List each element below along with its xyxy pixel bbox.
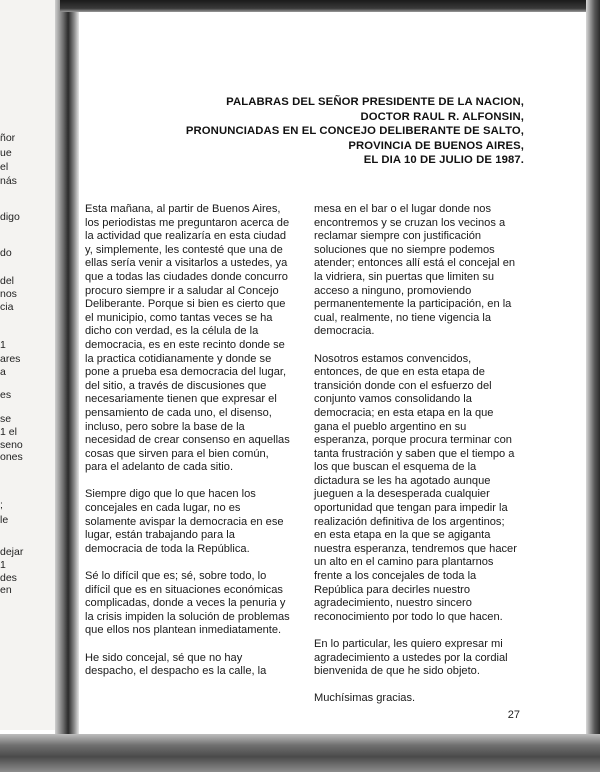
paragraph: Siempre digo que lo que hacen los concejales en cada lugar, no es solamente avispar la democracia en ese lugar, están trabajando para la democracia de toda la República. [85,488,284,555]
left-text-column [85,203,290,692]
document-page [79,12,586,734]
left-page-fragment: en [0,584,12,596]
left-page-fragment: ones [0,451,23,463]
paragraph: He sido concejal, sé que no hay despacho, el despacho es la calle, la [85,651,267,678]
left-page-fragment: digo [0,211,20,223]
speech-heading [104,95,524,168]
heading-line: PROVINCIA DE BUENOS AIRES, [348,139,524,152]
left-page-fragment: cia [0,301,14,313]
left-page-fragment: ares [0,353,21,365]
right-text-column [314,203,519,720]
paragraph: Muchísimas gracias. [314,692,416,705]
heading-line: PALABRAS DEL SEÑOR PRESIDENTE DE LA NACION, [226,96,524,108]
left-page-fragment: des [0,572,17,584]
left-page-fragment: se [0,413,12,425]
left-page-fragment: el [0,161,9,173]
paragraph: mesa en el bar o el lugar donde nos encontremos y se cruzan los vecinos a reclamar siempre con justificación soluciones que no siempre podemos atender; entonces allí está el concejal en la vidriera, sin puertas que limiten su acceso a ninguno, promoviendo permanentemente la participación, en la cual, realmente, no tiene vigencia la democracia. [314,203,516,338]
heading-line: DOCTOR RAUL R. ALFONSIN, [360,110,524,123]
left-page-fragment: ñor [0,132,16,144]
bottom-scan-edge [0,734,600,772]
left-page-fragment: 1 [0,559,6,571]
left-page-fragment: dejar [0,546,24,558]
left-page-fragment: ue [0,147,12,159]
left-page-fragment: do [0,247,12,259]
heading-line: EL DIA 10 DE JULIO DE 1987. [363,154,524,166]
left-page-fragment: ; [0,499,3,511]
page-number: 27 [507,709,520,721]
left-page-fragment: 1 [0,339,6,351]
left-page-fragment: nás [0,175,17,187]
left-page-fragment: le [0,514,9,526]
paragraph: Esta mañana, al partir de Buenos Aires, los periodistas me preguntaron acerca de la actividad que realizaría en esta ciudad y, simplemente, les contesté que una de ellas sería venir a visitarlos a ustedes, ya que a todas las ciudades donde concurro procuro siempre ir a saludar al Concejo Deliberante. Porque si bien es cierto que el municipio, como tantas veces se ha dicho con verdad, es la célula de la democracia, es en este recinto donde se la practica cotidianamente y donde se pone a prueba esa democracia del lugar, del sitio, a través de discusiones que necesariamente tienen que expresar el pensamiento de cada uno, el disenso, incluso, pero sobre la base de la necesidad de crear consenso en aquellas cosas que sirven para el bien común, para el adelanto de cada sitio. [85,203,290,474]
left-page-fragment: 1 el [0,426,17,438]
left-facing-page [0,0,58,730]
paragraph: Sé lo difícil que es; sé, sobre todo, lo difícil que es en situaciones económicas complicadas, donde a veces la penuria y la crisis impiden la solución de problemas que ellos nos plantean inmediatamente. [85,570,290,637]
left-page-fragment: nos [0,288,17,300]
left-page-fragment: a [0,366,6,378]
top-scan-edge [60,0,600,12]
heading-line: PRONUNCIADAS EN EL CONCEJO DELIBERANTE DE SALTO, [185,125,524,137]
left-page-fragment: seno [0,439,23,451]
left-page-fragment: del [0,275,15,287]
left-page-fragment: es [0,389,12,401]
paragraph: Nosotros estamos convencidos, entonces, de que en esta etapa de transición donde con el esfuerzo del conjunto vamos consolidando la democracia; en esta etapa en la que gana el pueblo argentino en su esperanza, porque procura terminar con tanta frustración y saben que el tiempo a los que buscan el esquema de la dictadura se les ha agotado aunque jueguen a la desesperada cualquier oportunidad que tengan para impedir la realización definitiva de los argentinos; en esta etapa en la que se agiganta nuestra esperanza, tendremos que hacer un alto en el camino para plantarnos frente a los concejales de toda la República para decirles nuestro agradecimiento, nuestro sincero reconocimiento por todo lo que hacen. [314,352,517,623]
paragraph: En lo particular, les quiero expresar mi agradecimiento a ustedes por la cordial bienvenida de que he sido objeto. [314,638,508,678]
book-gutter-shadow [55,0,79,772]
right-scan-edge [586,0,600,772]
